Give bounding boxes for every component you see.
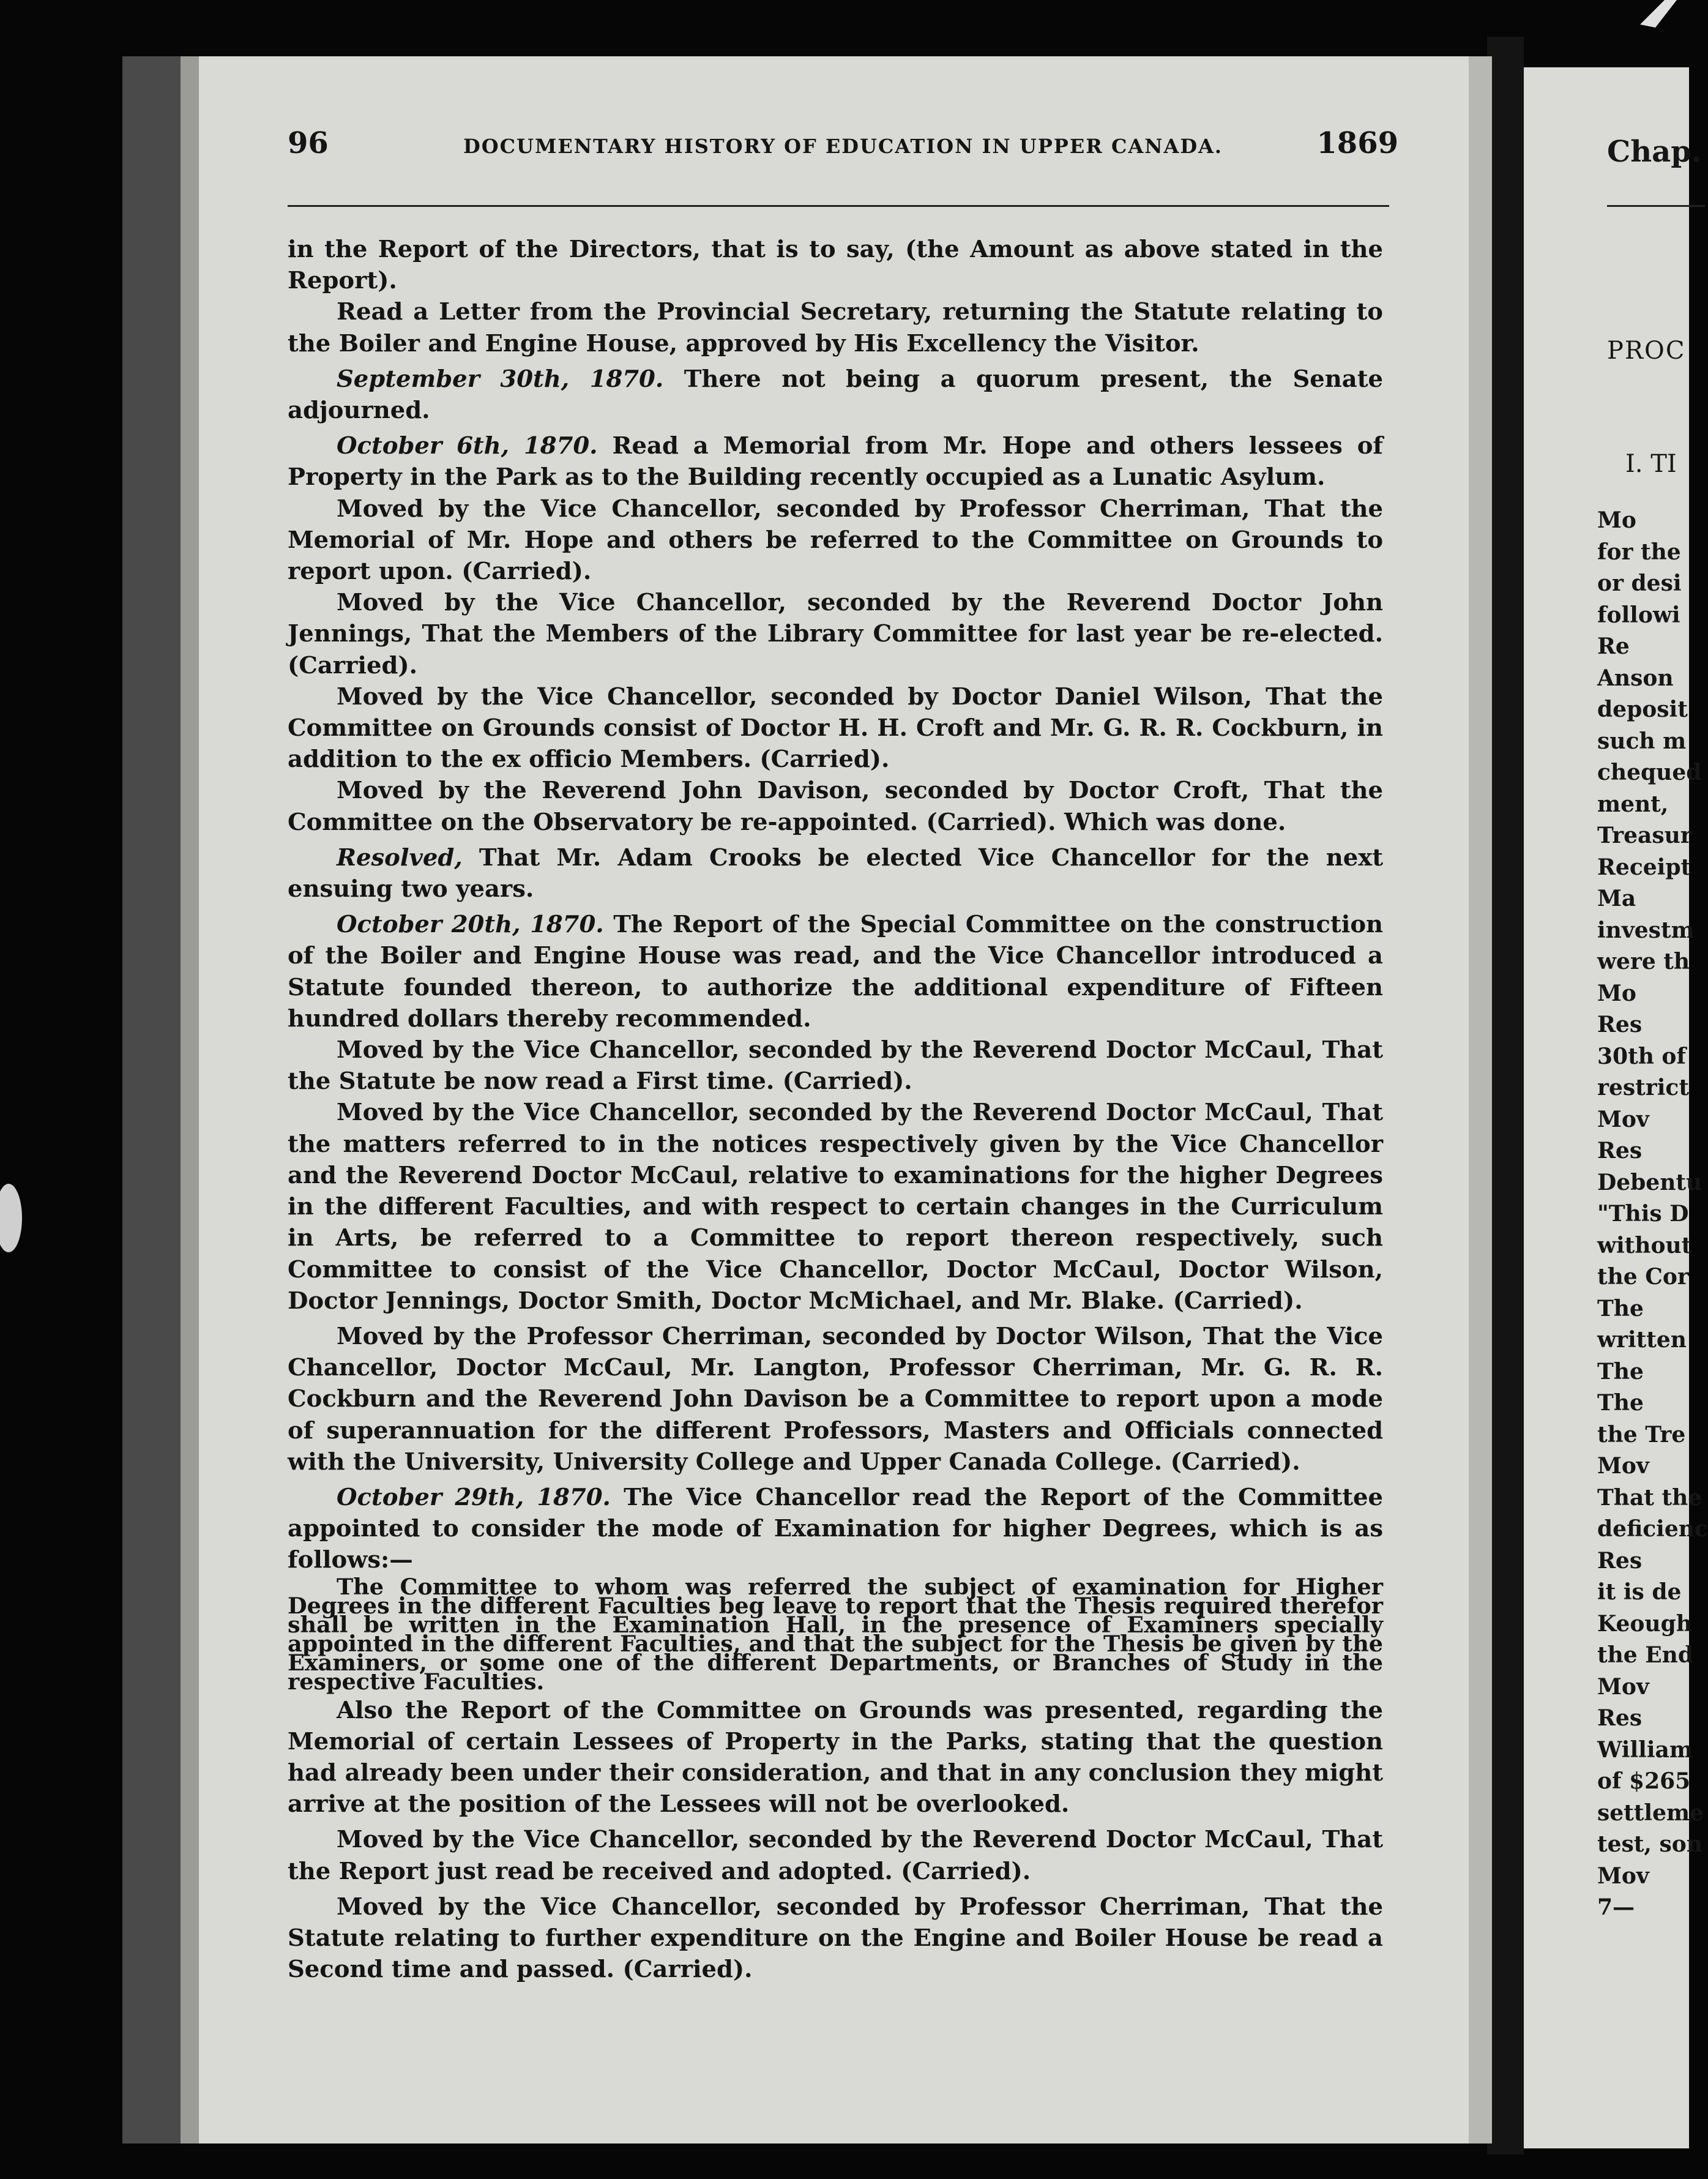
paragraph: Moved by the Vice Chancellor, seconded by the Reverend Doctor John Jennings, That the Members of the Library Committee for last year be re-elected. (Carried). [288,589,1383,679]
paragraph: October 29th, 1870. The Vice Chancellor read the Report of the Committee appointed to consider the mode of Examination for higher Degrees, which is as follows:— [288,1483,1383,1574]
paragraph: Moved by the Vice Chancellor, seconded by Professor Cherriman, That the Memorial of Mr. Hope and others be referred to the Committee on Grounds to report upon. (Carried). [288,495,1383,586]
page-header [288,122,1398,171]
right-page-line: "This D [1597,1201,1689,1227]
body-text [288,234,1383,1985]
right-page-line: the End [1597,1642,1694,1668]
right-page-line: Keough [1597,1610,1692,1637]
chapter-label: Chap. [1607,135,1702,169]
paragraph: Moved by the Vice Chancellor, seconded by the Reverend Doctor McCaul, That the Report just read be received and adopted. (Carried). [288,1826,1383,1885]
right-page-line: investm [1597,917,1695,943]
header-year: 1869 [1316,126,1398,160]
right-page-line: That the [1597,1484,1702,1511]
right-page-line: The [1597,1295,1644,1321]
right-page-line: 7— [1597,1894,1635,1920]
italic-lead: October 6th, 1870. [337,432,598,460]
italic-lead: October 29th, 1870. [337,1483,611,1511]
right-page-line: test, son [1597,1831,1702,1857]
right-page-line: the Cor [1597,1264,1689,1290]
right-page-line: for the [1597,539,1681,565]
right-page-line: without [1597,1232,1692,1258]
right-page-line: Receipt [1597,854,1691,880]
right-page-line: Res [1597,1547,1643,1574]
right-page-line: such m [1597,728,1687,754]
right-page-line: were th [1597,949,1690,974]
page-number: 96 [288,126,329,160]
paragraph: Moved by the Vice Chancellor, seconded by the Reverend Doctor McCaul, That the matters referred to in the notices respectively given by the Vice Chancellor and the Reverend Doctor McCaul, relative to examinations for the higher Degrees in the different Faculties, and with respect to certain changes in the Curriculum in Arts, be referred to a Committee to report thereon respectively, such Committee to consist of the Vice Chancellor, Doctor McCaul, Doctor Wilson, Doctor Jennings, Doctor Smith, Doctor McMichael, and Mr. Blake. (Carried). [288,1099,1383,1315]
paragraph: Also the Report of the Committee on Grounds was presented, regarding the Memorial of certain Lessees of Property in the Parks, stating that the question had already been under their consideration, and that in any conclusion they might arrive at the position of the Lessees will not be overlooked. [288,1696,1383,1818]
right-page-line: Mov [1597,1453,1649,1479]
right-page-line: William [1597,1736,1693,1763]
right-page-line: restrict [1597,1075,1689,1101]
italic-lead: October 20th, 1870. [337,911,604,939]
right-page-title: PROC [1607,337,1686,365]
paragraph: Moved by the Vice Chancellor, seconded by the Reverend Doctor McCaul, That the Statute be now read a First time. (Carried). [288,1036,1383,1096]
paragraph: in the Report of the Directors, that is to say, (the Amount as above stated in the Report). [288,236,1383,295]
running-title: DOCUMENTARY HISTORY OF EDUCATION IN UPPER CANADA. [463,135,1223,158]
right-page-subtitle: I. TI [1625,450,1677,478]
gutter-shadow [1487,37,1524,2155]
right-page-line: written [1597,1327,1687,1353]
right-page-line: Debentu [1597,1169,1702,1195]
right-page-line: Mov [1597,1673,1649,1700]
paragraph: Moved by the Vice Chancellor, seconded by Doctor Daniel Wilson, That the Committee on Grounds consist of Doctor H. H. Croft and Mr. G. R. R. Cockburn, in addition to the ex officio Members. (Carried). [288,682,1383,774]
header-rule [288,205,1389,207]
right-page-line: The [1597,1390,1644,1416]
right-page-line: Mov [1597,1863,1649,1889]
right-page-line: Treasur [1597,823,1692,848]
paragraph: October 6th, 1870. Read a Memorial from Mr. Hope and others lessees of Property in the Park as to the Building recently occupied as a Lunatic Asylum. [288,432,1383,491]
right-page-line: 30th of [1597,1043,1686,1069]
right-page-line: ment, [1597,791,1669,817]
right-page-line: deficienc [1597,1516,1708,1542]
right-page-line: the Tre [1597,1421,1686,1448]
right-header-rule [1607,205,1705,207]
paragraph: Moved by the Reverend John Davison, seconded by Doctor Croft, That the Committee on the Observatory be re-appointed. (Carried). Which was done. [288,777,1383,836]
right-page-line: followi [1597,602,1680,628]
paragraph: Resolved, That Mr. Adam Crooks be elected Vice Chancellor for the next ensuing two years. [288,843,1383,903]
right-page-line: it is de [1597,1579,1682,1605]
right-page-line: The [1597,1358,1644,1385]
right-page-line: Mov [1597,1106,1649,1132]
right-page-line: Mo [1597,507,1636,533]
right-page-line: Re [1597,634,1630,659]
italic-lead: September 30th, 1870. [337,365,664,393]
paragraph: October 20th, 1870. The Report of the Special Committee on the construction of the Boiler and Engine House was read, and the Vice Chancellor introduced a Statute founded thereon, to authorize the additional expenditure of Fifteen hundred dollars thereby recommended. [288,911,1383,1033]
right-page-line: Mo [1597,980,1636,1006]
right-page-line: Res [1597,1138,1643,1164]
paragraph: Read a Letter from the Provincial Secretary, returning the Statute relating to the Boiler and Engine House, approved by His Excellency the Visitor. [288,298,1383,357]
paragraph: September 30th, 1870. There not being a quorum present, the Senate adjourned. [288,365,1383,425]
right-page-line: Anson [1597,665,1674,691]
left-margin-shadow [122,56,181,2143]
italic-lead: Resolved, [337,843,463,872]
right-page-line: of $265 [1597,1768,1691,1794]
right-page-line: Res [1597,1705,1643,1731]
right-page-line: chequed [1597,760,1702,785]
right-page-line: Ma [1597,886,1636,911]
right-page-line: deposit [1597,697,1688,722]
right-page-line: or desi [1597,570,1682,596]
paragraph: Moved by the Professor Cherriman, seconded by Doctor Wilson, That the Vice Chancellor, Doctor McCaul, Mr. Langton, Professor Cherriman, Mr. G. R. R. Cockburn and the Reverend John Davison be a Committee to report upon a mode of superannuation for the different Professors, Masters and Officials connected with the University, University College and Upper Canada College. (Carried). [288,1322,1383,1476]
right-page-fragment [1573,122,1708,2081]
quoted-report: The Committee to whom was referred the subject of examination for Higher Degrees in the different Faculties beg leave to report that the Thesis required therefor shall be written in the Examination Hall, in the presence of Examiners specially appointed in the different Faculties, and that the subject for the Thesis be given by the Examiners, or some one of the different Departments, or Branches of Study in the respective Faculties. [288,1573,1383,1695]
paragraph: Moved by the Vice Chancellor, seconded by Professor Cherriman, That the Statute relating to further expenditure on the Engine and Boiler House be read a Second time and passed. (Carried). [288,1893,1383,1984]
right-page-lines [1597,505,1708,1924]
right-page-line: settleme [1597,1800,1704,1826]
right-page-line: Res [1597,1012,1643,1037]
